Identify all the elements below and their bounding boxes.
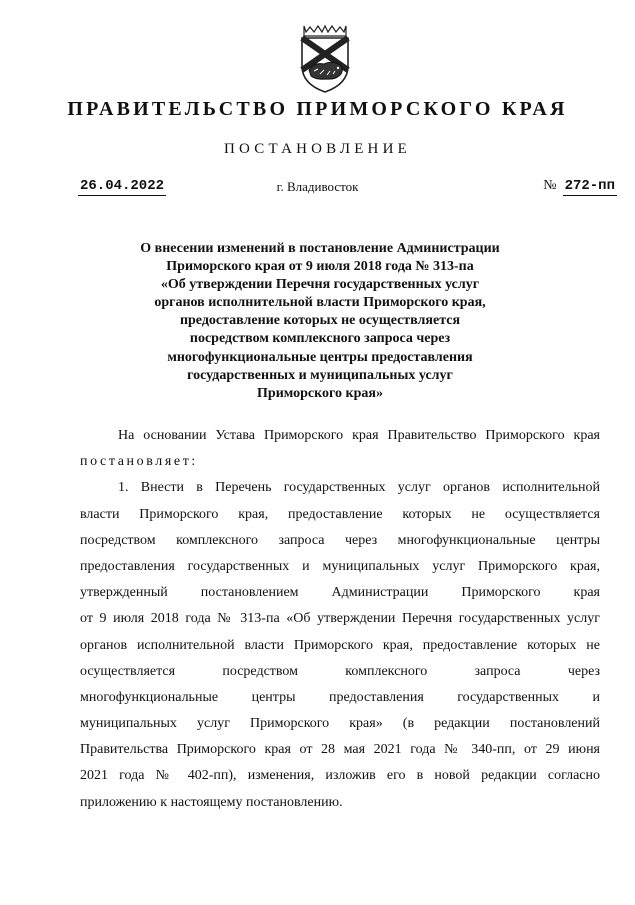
paragraph-line: утвержденный постановлением Администрации Приморского края: [80, 585, 600, 601]
paragraph-line: 2021 года № 402-пп), изменения, изложив его в новой редакции согласно: [80, 768, 600, 784]
paragraph-line: посредством комплексного запроса через многофункциональные центры: [80, 532, 600, 548]
document-city: г. Владивосток: [276, 179, 359, 194]
document-type: ПОСТАНОВЛЕНИЕ: [224, 141, 411, 157]
paragraph-line: осуществляется посредством комплексного запроса через: [80, 663, 600, 679]
paragraph-line: власти Приморского края, предоставление которых не осуществляется: [80, 506, 600, 522]
subject-line: государственных и муниципальных услуг: [187, 367, 453, 383]
number-sign: №: [543, 178, 557, 193]
subject-line: органов исполнительной власти Приморского края,: [154, 295, 486, 311]
subject-line: О внесении изменений в постановление Администрации: [140, 241, 500, 256]
subject-line: Приморского края от 9 июля 2018 года № 313-па: [166, 259, 474, 275]
paragraph-line: 1. Внести в Перечень государственных услуг органов исполнительной: [118, 480, 600, 496]
paragraph-line: многофункциональные центры предоставления государственных и: [80, 689, 600, 705]
document-body: [80, 423, 600, 816]
document-subject: [100, 240, 540, 403]
number-value: 272-пп: [564, 178, 615, 194]
paragraph-line: муниципальных услуг Приморского края» (в редакции постановлений: [80, 716, 600, 732]
paragraph-line: органов исполнительной власти Приморского края, предоставление которых не: [80, 637, 600, 653]
document-date: 26.04.2022: [80, 178, 165, 194]
resolves-word: постановляет:: [80, 454, 198, 470]
preamble-line: На основании Устава Приморского края Правительство Приморского края: [118, 428, 600, 443]
paragraph-line: от 9 июля 2018 года № 313-па «Об утверждении Перечня государственных услуг: [80, 611, 600, 627]
document-number: [543, 178, 617, 194]
subject-line: «Об утверждении Перечня государственных услуг: [160, 277, 480, 293]
coat-of-arms-icon: [296, 24, 354, 94]
paragraph-line: предоставления государственных и муниципальных услуг Приморского края,: [80, 558, 600, 574]
government-title: ПРАВИТЕЛЬСТВО ПРИМОРСКОГО КРАЯ: [67, 98, 568, 120]
subject-line: посредством комплексного запроса через: [189, 331, 451, 347]
paragraph-line: Правительства Приморского края от 28 мая 2021 года № 340-пп, от 29 июня: [80, 742, 600, 758]
subject-line: многофункциональные центры предоставления: [167, 349, 473, 365]
subject-line: Приморского края»: [257, 385, 383, 401]
subject-line: предоставление которых не осуществляется: [179, 313, 461, 329]
paragraph-line: приложению к настоящему постановлению.: [80, 794, 343, 810]
